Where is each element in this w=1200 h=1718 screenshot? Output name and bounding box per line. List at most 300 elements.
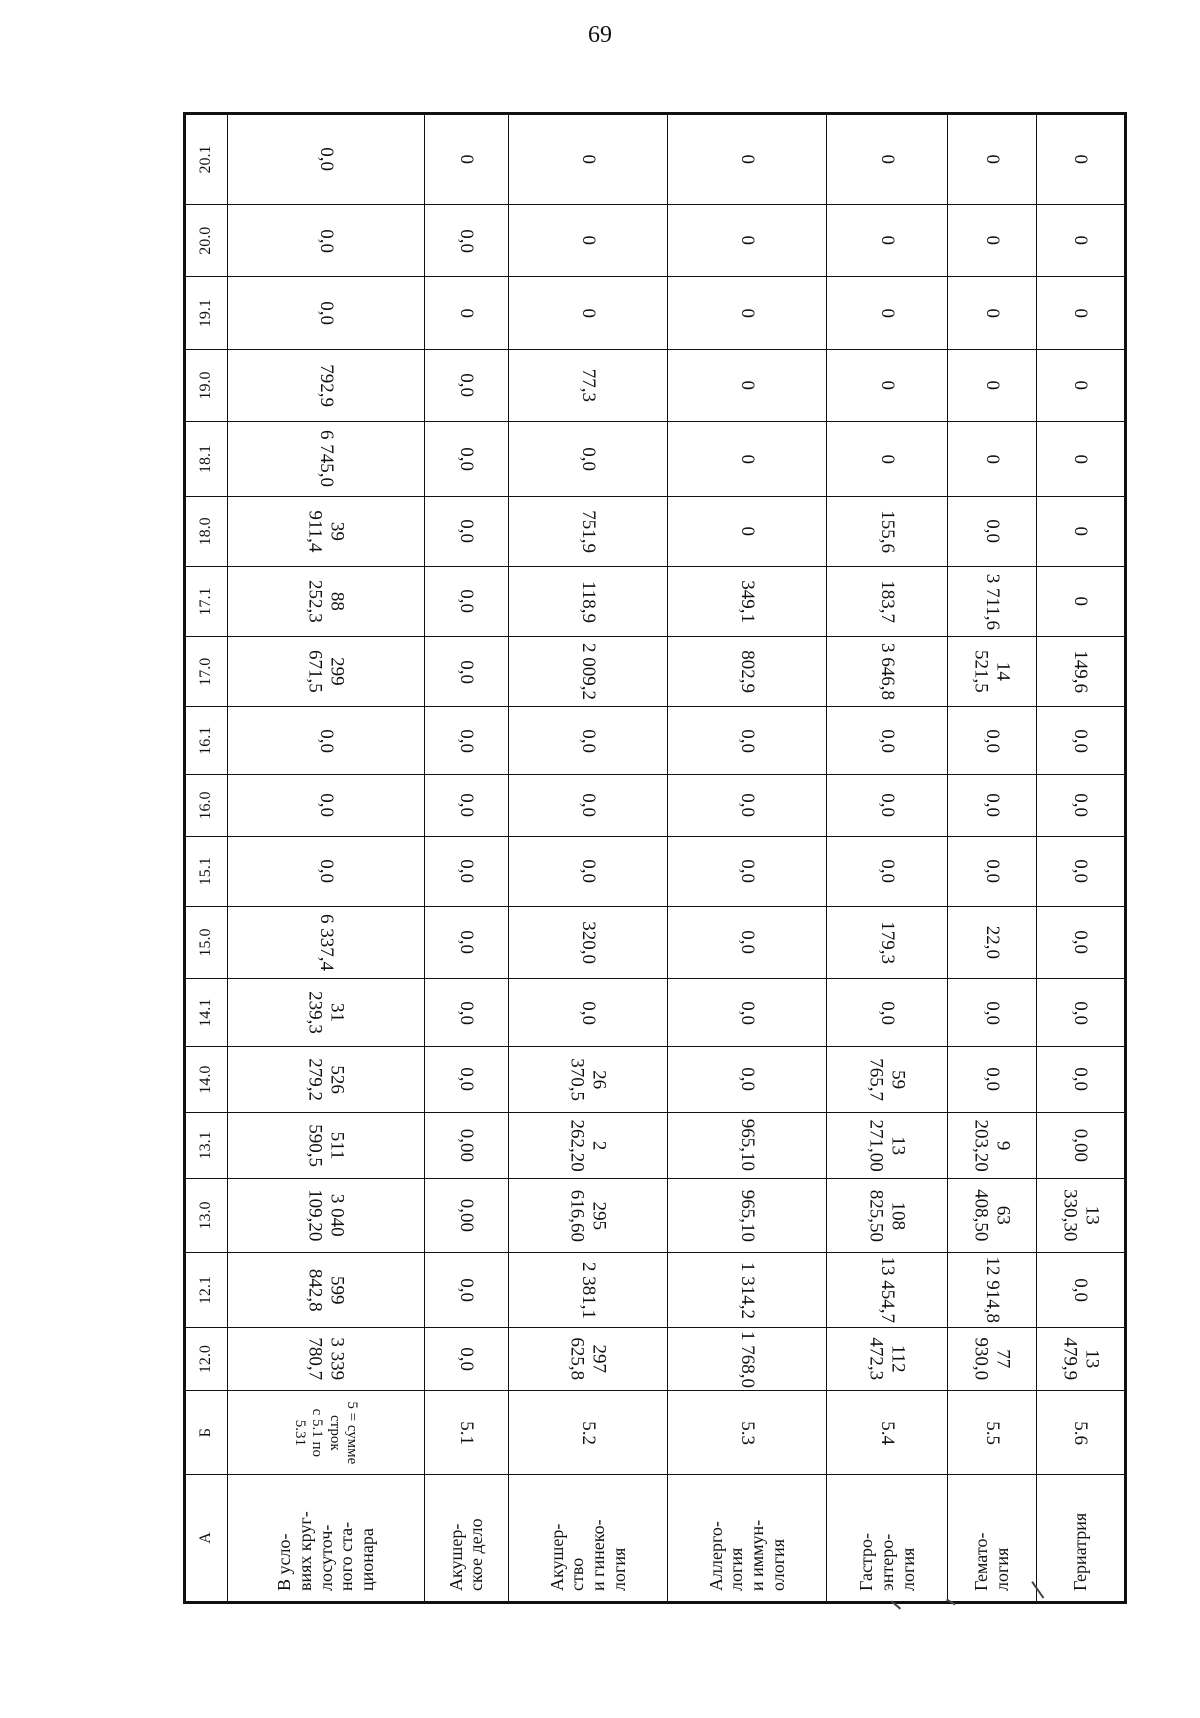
table-cell [667, 277, 826, 349]
cell-value: 0,0 [736, 1067, 758, 1092]
table-cell [826, 707, 948, 775]
cell-value: 0,0 [316, 728, 338, 753]
cell-value: 0 [1070, 380, 1092, 391]
cell-value: 0,0 [736, 930, 758, 955]
cell-value: 0,0 [316, 228, 338, 253]
cell-value: 31 239,3 [305, 991, 348, 1035]
table-cell [826, 836, 948, 906]
table-cell [1036, 1112, 1124, 1178]
table-row [826, 115, 948, 1602]
cell-value: 0,0 [577, 859, 599, 884]
cell-value: 0,0 [456, 447, 478, 471]
cell-value: 0,0 [456, 859, 478, 884]
table-cell [667, 906, 826, 978]
cell-value: 155,6 [877, 509, 899, 553]
cell-value: 0,0 [456, 793, 478, 818]
cell-value: 22,0 [982, 925, 1004, 960]
table-cell [424, 1112, 508, 1178]
table-cell [948, 422, 1036, 497]
table-cell [1036, 707, 1124, 775]
table-cell [424, 496, 508, 566]
column-header: 20.0 [186, 205, 228, 277]
table-cell [948, 906, 1036, 978]
cell-value: 0,0 [877, 793, 899, 818]
cell-value: 0 [1070, 308, 1092, 318]
table-cell [1036, 205, 1124, 277]
cell-value: 0,0 [577, 1000, 599, 1025]
column-header: Б [186, 1391, 228, 1474]
table-cell [667, 637, 826, 707]
table-cell [1036, 1178, 1124, 1253]
table-cell [826, 1327, 948, 1391]
table-cell [1036, 775, 1124, 836]
cell-value: 0 [577, 308, 599, 318]
table-cell [948, 836, 1036, 906]
cell-value: 0,0 [456, 1067, 478, 1092]
table-cell [1036, 1253, 1124, 1328]
table-row [508, 115, 667, 1602]
table-cell [826, 1178, 948, 1253]
table-cell [424, 349, 508, 421]
table-cell [826, 422, 948, 497]
table-cell [948, 1112, 1036, 1178]
table-cell [228, 1178, 425, 1253]
cell-value: 0,0 [1070, 1067, 1092, 1092]
table-cell [424, 1253, 508, 1328]
cell-value: 2 262,20 [566, 1119, 610, 1172]
cell-value: 965,10 [736, 1119, 758, 1172]
row-label-text: Гастро- энтеро- логия [856, 1532, 918, 1591]
cell-value: 13 479,9 [1059, 1337, 1103, 1381]
data-table [185, 114, 1125, 1602]
cell-value: 0,0 [316, 147, 338, 172]
cell-value: 0,0 [877, 728, 899, 753]
cell-value: 0 [982, 154, 1004, 165]
table-cell [424, 707, 508, 775]
row-code-text: 5 = сумме строк с 5.1 по 5.31 [292, 1401, 361, 1465]
cell-value: 511 590,5 [305, 1123, 348, 1167]
cell-value: 751,9 [577, 509, 599, 553]
row-label [1036, 1474, 1124, 1601]
cell-value: 526 279,2 [305, 1058, 348, 1101]
table-cell [667, 979, 826, 1047]
column-header: 15.0 [186, 906, 228, 978]
cell-value: 118,9 [577, 580, 599, 623]
cell-value: 0 [456, 154, 478, 165]
cell-value: 0 [1070, 154, 1092, 165]
table-cell [948, 1178, 1036, 1253]
row-code [948, 1391, 1036, 1474]
table-cell [508, 566, 667, 636]
table-cell [508, 906, 667, 978]
cell-value: 0 [877, 236, 899, 246]
table-cell [424, 775, 508, 836]
cell-value: 0 [736, 526, 758, 537]
cell-value: 3 040 109,20 [305, 1189, 348, 1242]
cell-value: 599 842,8 [305, 1268, 348, 1312]
cell-value: 0 [736, 454, 758, 464]
table-cell [1036, 422, 1124, 497]
table-row [424, 115, 508, 1602]
cell-value: 0,0 [736, 859, 758, 884]
cell-value: 1 314,2 [736, 1261, 758, 1319]
table-cell [424, 637, 508, 707]
table-cell [667, 496, 826, 566]
page-number: 69 [588, 22, 612, 48]
cell-value: 6 337,4 [316, 914, 338, 972]
row-label-text: Гериатрия [1070, 1512, 1090, 1591]
cell-value: 0,0 [577, 793, 599, 818]
table-cell [228, 906, 425, 978]
cell-value: 0,0 [1070, 1278, 1092, 1302]
table-cell [508, 422, 667, 497]
row-label-text: Акушер- ство и гинеко- логия [546, 1519, 629, 1591]
cell-value: 0 [877, 154, 899, 165]
cell-value: 0,0 [456, 930, 478, 955]
table-cell [228, 1253, 425, 1328]
table-cell [1036, 836, 1124, 906]
table-cell [424, 205, 508, 277]
table-cell [826, 496, 948, 566]
cell-value: 112 472,3 [866, 1337, 910, 1381]
table-cell [948, 277, 1036, 349]
row-label [424, 1474, 508, 1601]
table-row [228, 115, 425, 1602]
row-label [508, 1474, 667, 1601]
cell-value: 77 930,0 [971, 1337, 1014, 1381]
column-header: 12.1 [186, 1253, 228, 1328]
column-header: 14.1 [186, 979, 228, 1047]
table-cell [667, 115, 826, 205]
cell-value: 0 [982, 308, 1004, 318]
column-header: 17.0 [186, 637, 228, 707]
table-cell [424, 115, 508, 205]
cell-value: 0 [877, 380, 899, 391]
table-row [948, 115, 1036, 1602]
table-cell [667, 707, 826, 775]
table-cell [508, 1178, 667, 1253]
table-cell [1036, 566, 1124, 636]
table-cell [826, 775, 948, 836]
row-code-text: 5.1 [456, 1420, 478, 1445]
table-cell [228, 1047, 425, 1113]
table-cell [508, 205, 667, 277]
table-cell [228, 1112, 425, 1178]
row-code [424, 1391, 508, 1474]
table-cell [1036, 115, 1124, 205]
row-code-text: 5.6 [1070, 1420, 1092, 1445]
cell-value: 1 768,0 [736, 1330, 758, 1388]
cell-value: 0,0 [456, 589, 478, 614]
table-cell [948, 979, 1036, 1047]
cell-value: 0 [456, 308, 478, 318]
cell-value: 0 [982, 236, 1004, 246]
table-cell [948, 1047, 1036, 1113]
table-cell [508, 1253, 667, 1328]
table-cell [508, 1047, 667, 1113]
cell-value: 13 330,30 [1059, 1189, 1103, 1242]
cell-value: 183,7 [877, 580, 899, 623]
cell-value: 0,0 [456, 1000, 478, 1025]
table-cell [1036, 496, 1124, 566]
row-code-text: 5.4 [877, 1420, 899, 1445]
table-cell [667, 349, 826, 421]
table-cell [948, 349, 1036, 421]
header-row [186, 115, 228, 1602]
table-cell [424, 979, 508, 1047]
cell-value: 88 252,3 [305, 580, 348, 623]
cell-value: 0,0 [577, 447, 599, 471]
cell-value: 3 711,6 [982, 573, 1004, 630]
table-cell [424, 1178, 508, 1253]
cell-value: 0,0 [736, 1000, 758, 1025]
table-cell [948, 566, 1036, 636]
row-code-text: 5.2 [577, 1420, 599, 1445]
table-cell [508, 277, 667, 349]
column-header: 13.0 [186, 1178, 228, 1253]
cell-value: 0,0 [316, 859, 338, 884]
table-cell [667, 205, 826, 277]
rotated-table-container [185, 114, 1125, 1602]
table-cell [1036, 637, 1124, 707]
row-label-text: Акушер- ское дело [445, 1518, 487, 1591]
table-cell [667, 1047, 826, 1113]
table-cell [667, 775, 826, 836]
table-cell [508, 1112, 667, 1178]
table-cell [228, 115, 425, 205]
table-cell [667, 422, 826, 497]
table-cell [667, 1178, 826, 1253]
table-cell [424, 277, 508, 349]
table-cell [508, 115, 667, 205]
table-cell [508, 496, 667, 566]
table-cell [424, 1327, 508, 1391]
cell-value: 0,00 [456, 1128, 478, 1162]
table-cell [667, 1253, 826, 1328]
table-cell [826, 1047, 948, 1113]
cell-value: 3 339 780,7 [305, 1337, 348, 1381]
table-cell [424, 566, 508, 636]
table-cell [826, 277, 948, 349]
table-row [1036, 115, 1124, 1602]
table-cell [948, 637, 1036, 707]
cell-value: 26 370,5 [566, 1058, 610, 1101]
cell-value: 802,9 [736, 650, 758, 694]
cell-value: 0,0 [982, 859, 1004, 884]
cell-value: 0,0 [316, 793, 338, 818]
table-cell [948, 1253, 1036, 1328]
table-cell [1036, 349, 1124, 421]
table-cell [826, 1253, 948, 1328]
cell-value: 0,0 [456, 373, 478, 398]
cell-value: 792,9 [316, 364, 338, 407]
table-cell [508, 836, 667, 906]
table-cell [508, 979, 667, 1047]
row-label-text: В усло- виях круг- лосуточ- ного ста- ционара [274, 1511, 378, 1591]
table-cell [826, 349, 948, 421]
cell-value: 0,0 [982, 519, 1004, 544]
column-header: 14.0 [186, 1047, 228, 1113]
cell-value: 2 009,2 [577, 643, 599, 701]
row-code [508, 1391, 667, 1474]
table-cell [228, 205, 425, 277]
data-table-frame [183, 112, 1127, 1604]
cell-value: 149,6 [1070, 650, 1092, 694]
cell-value: 0 [1070, 454, 1092, 464]
cell-value: 0 [982, 380, 1004, 391]
table-cell [508, 707, 667, 775]
cell-value: 295 616,60 [566, 1189, 610, 1242]
cell-value: 14 521,5 [971, 650, 1014, 694]
cell-value: 0 [1070, 526, 1092, 537]
column-header: A [186, 1474, 228, 1601]
row-label [826, 1474, 948, 1601]
table-cell [228, 349, 425, 421]
cell-value: 2 381,1 [577, 1261, 599, 1319]
cell-value: 0 [736, 154, 758, 165]
table-cell [667, 1112, 826, 1178]
cell-value: 0,0 [1070, 728, 1092, 753]
cell-value: 0,00 [456, 1198, 478, 1233]
cell-value: 0 [877, 454, 899, 464]
cell-value: 0,0 [1070, 859, 1092, 884]
column-header: 18.0 [186, 496, 228, 566]
cell-value: 108 825,50 [866, 1189, 910, 1242]
table-cell [948, 707, 1036, 775]
cell-value: 0,00 [1070, 1128, 1092, 1162]
column-header: 19.0 [186, 349, 228, 421]
table-cell [228, 566, 425, 636]
cell-value: 0,0 [456, 1278, 478, 1302]
table-cell [667, 1327, 826, 1391]
cell-value: 6 745,0 [316, 430, 338, 488]
row-code-text: 5.3 [736, 1420, 758, 1445]
cell-value: 0,0 [577, 728, 599, 753]
table-cell [826, 637, 948, 707]
cell-value: 0 [982, 454, 1004, 464]
cell-value: 0 [736, 380, 758, 391]
cell-value: 0,0 [316, 301, 338, 325]
cell-value: 0 [1070, 596, 1092, 607]
cell-value: 9 203,20 [971, 1119, 1014, 1172]
cell-value: 0 [577, 236, 599, 246]
column-header: 15.1 [186, 836, 228, 906]
row-label [667, 1474, 826, 1601]
cell-value: 39 911,4 [305, 510, 348, 553]
table-cell [826, 906, 948, 978]
cell-value: 965,10 [736, 1189, 758, 1242]
cell-value: 0 [736, 236, 758, 246]
column-header: 12.0 [186, 1327, 228, 1391]
cell-value: 0,0 [877, 859, 899, 884]
cell-value: 297 625,8 [566, 1337, 610, 1381]
cell-value: 0,0 [982, 1000, 1004, 1025]
cell-value: 0 [577, 154, 599, 165]
table-cell [1036, 979, 1124, 1047]
cell-value: 349,1 [736, 580, 758, 623]
cell-value: 0,0 [736, 793, 758, 818]
table-cell [228, 979, 425, 1047]
column-header: 20.1 [186, 115, 228, 205]
row-code [667, 1391, 826, 1474]
row-code [228, 1391, 425, 1474]
cell-value: 12 914,8 [982, 1256, 1004, 1324]
cell-value: 13 271,00 [866, 1119, 910, 1172]
cell-value: 59 765,7 [866, 1058, 910, 1101]
cell-value: 0,0 [456, 1347, 478, 1372]
table-cell [1036, 906, 1124, 978]
cell-value: 0 [1070, 236, 1092, 246]
column-header: 18.1 [186, 422, 228, 497]
table-cell [948, 775, 1036, 836]
table-cell [228, 836, 425, 906]
row-code [1036, 1391, 1124, 1474]
cell-value: 0,0 [456, 228, 478, 253]
cell-value: 0,0 [1070, 1000, 1092, 1025]
cell-value: 320,0 [577, 921, 599, 964]
row-code [826, 1391, 948, 1474]
cell-value: 0,0 [456, 728, 478, 753]
cell-value: 0,0 [1070, 930, 1092, 955]
cell-value: 0,0 [736, 728, 758, 753]
table-cell [508, 1327, 667, 1391]
row-label [228, 1474, 425, 1601]
table-cell [424, 906, 508, 978]
column-header: 17.1 [186, 566, 228, 636]
row-label [948, 1474, 1036, 1601]
cell-value: 0 [736, 308, 758, 318]
cell-value: 0,0 [982, 728, 1004, 753]
cell-value: 299 671,5 [305, 650, 348, 694]
cell-value: 0 [877, 308, 899, 318]
table-cell [228, 707, 425, 775]
table-cell [948, 496, 1036, 566]
table-cell [508, 775, 667, 836]
table-cell [1036, 277, 1124, 349]
table-cell [1036, 1047, 1124, 1113]
table-cell [948, 205, 1036, 277]
table-cell [826, 115, 948, 205]
cell-value: 13 454,7 [877, 1256, 899, 1324]
table-cell [826, 1112, 948, 1178]
column-header: 19.1 [186, 277, 228, 349]
cell-value: 63 408,50 [971, 1189, 1014, 1242]
cell-value: 0,0 [982, 1067, 1004, 1092]
cell-value: 0,0 [456, 659, 478, 684]
table-cell [424, 1047, 508, 1113]
cell-value: 0,0 [982, 793, 1004, 818]
cell-value: 3 646,8 [877, 643, 899, 701]
cell-value: 0,0 [1070, 793, 1092, 818]
table-cell [228, 637, 425, 707]
table-cell [1036, 1327, 1124, 1391]
table-cell [424, 422, 508, 497]
table-cell [228, 422, 425, 497]
table-cell [508, 349, 667, 421]
table-cell [508, 637, 667, 707]
table-cell [228, 277, 425, 349]
column-header: 16.0 [186, 775, 228, 836]
table-cell [826, 205, 948, 277]
column-header: 16.1 [186, 707, 228, 775]
table-cell [228, 496, 425, 566]
cell-value: 0,0 [877, 1000, 899, 1025]
table-cell [228, 1327, 425, 1391]
table-cell [948, 115, 1036, 205]
table-row [667, 115, 826, 1602]
table-cell [667, 566, 826, 636]
cell-value: 179,3 [877, 921, 899, 964]
